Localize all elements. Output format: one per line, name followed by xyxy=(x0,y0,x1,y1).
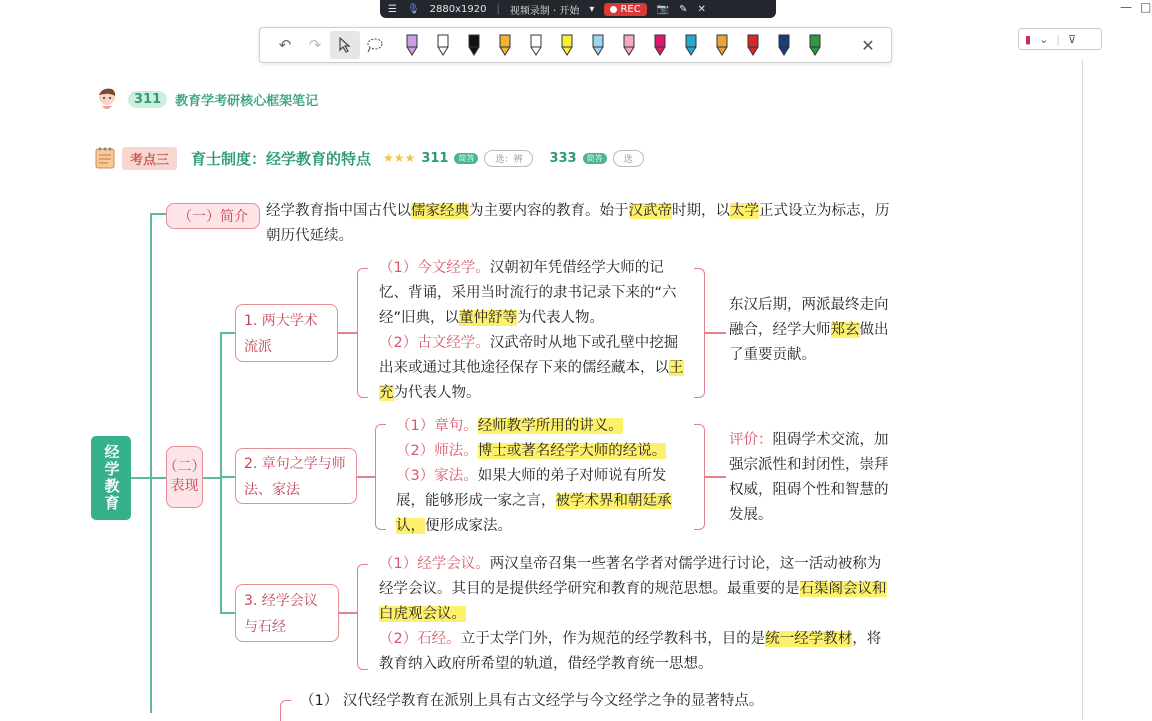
pink-highlighter-icon[interactable] xyxy=(613,31,644,59)
magenta-pen-icon[interactable] xyxy=(644,31,675,59)
text-segment: 东汉后期，两派最终走向融合，经学大师 xyxy=(729,297,889,338)
item-heading: （1）经学会议。 xyxy=(379,556,490,572)
resolution-label: 2880x1920 xyxy=(429,3,487,15)
item-heading: （2）古文经学。 xyxy=(379,335,490,351)
header xyxy=(94,86,318,112)
connector-line xyxy=(704,476,726,478)
pen-toolbar xyxy=(259,27,892,63)
connector-line xyxy=(339,612,357,614)
evaluation-text xyxy=(729,428,889,528)
window-controls xyxy=(1120,0,1151,14)
rec-button[interactable] xyxy=(604,3,646,16)
menu-icon[interactable]: ☰ xyxy=(388,3,397,15)
text-segment: 汉朝初年凭借经学大师的记忆、背诵，采用当时流行的隶书记录下来的“六经”旧典，以 xyxy=(379,260,677,326)
bracket xyxy=(375,424,386,530)
connector-line xyxy=(203,477,221,479)
notebook-icon xyxy=(94,146,116,170)
connector-line xyxy=(220,332,222,614)
text-segment: 如果大师的弟子对师说有所发展，能够形成一家之言， xyxy=(396,468,667,509)
recording-status: 视频录制 · 开始 xyxy=(509,5,580,17)
exam-code-311: 311 xyxy=(421,150,449,166)
bookmark-icon[interactable]: ▮ xyxy=(1025,32,1032,46)
topic-tag: 考点三 xyxy=(122,147,177,170)
redo-icon[interactable]: ↷ xyxy=(308,36,322,54)
branch-intro-label: （一）简介 xyxy=(178,209,248,225)
branch-intro xyxy=(166,203,260,229)
question-type-pill: 简答 xyxy=(454,153,478,164)
connector-line xyxy=(704,332,726,334)
minimize-icon[interactable]: — xyxy=(1120,0,1132,14)
highlight: 博士或著名经学大师的经说。 xyxy=(477,443,667,459)
item-heading: （3）家法。 xyxy=(396,468,478,484)
text-segment: 经学教育指中国古代以 xyxy=(266,203,411,219)
connector-line xyxy=(150,213,166,215)
sub-node-label: 1. 两大学术流派 xyxy=(244,313,318,355)
connector-line xyxy=(220,332,235,334)
recorder-bar xyxy=(380,0,776,18)
root-node: 经学教育 xyxy=(91,436,131,520)
councils-text xyxy=(379,552,891,677)
sub-node-councils xyxy=(235,584,339,642)
outline-pen-icon[interactable] xyxy=(427,31,458,59)
highlight: 王充 xyxy=(379,360,684,401)
microphone-icon[interactable]: 🎙 xyxy=(406,3,420,15)
text-segment: 时期，以 xyxy=(672,203,730,219)
connector-line xyxy=(357,476,375,478)
purple-highlighter-icon[interactable] xyxy=(396,31,427,59)
teal-pen-icon[interactable] xyxy=(675,31,706,59)
highlight: 石渠阁会议和白虎观会议。 xyxy=(379,581,887,622)
yellow-highlighter-icon[interactable] xyxy=(551,31,582,59)
toolbar-close-icon[interactable]: ✕ xyxy=(861,35,875,55)
section-title xyxy=(94,146,644,170)
text-segment: 阻碍学术交流，加强宗派性和封闭性，崇拜权威，阻碍个性和智慧的发展。 xyxy=(729,432,889,523)
sub-node-label: 2. 章句之学与师法、家法 xyxy=(244,456,346,498)
item-heading: （2）石经。 xyxy=(379,631,461,647)
branch-manifestation-label: （二）表现 xyxy=(163,459,206,494)
highlight: 董仲舒等 xyxy=(459,310,518,326)
schools-note xyxy=(729,293,889,368)
question-type-pill: 简答 xyxy=(583,153,607,164)
page-control[interactable] xyxy=(1018,28,1102,50)
chapters-text xyxy=(396,414,692,539)
text-segment: 做出了重要贡献。 xyxy=(729,322,889,363)
notes-title: 教育学考研核心框架笔记 xyxy=(175,93,319,109)
highlight: 经师教学所用的讲义。 xyxy=(477,418,623,434)
blue-highlighter-icon[interactable] xyxy=(582,31,613,59)
divider: | xyxy=(496,3,500,15)
maximize-icon[interactable]: □ xyxy=(1140,0,1152,14)
text-segment: 正式设立为标志，历朝历代延续。 xyxy=(266,203,890,244)
bottom-text: （1） 汉代经学教育在派别上具有古文经学与今文经学之争的显著特点。 xyxy=(300,693,764,709)
connector-line xyxy=(131,477,166,479)
text-segment: 两汉皇帝召集一些著名学者对儒学进行讨论，这一活动被称为经学会议。其目的是提供经学研究和教育的规范思想。最重要的是 xyxy=(379,556,882,597)
text-segment: 为代表人物。 xyxy=(393,385,481,401)
filter-icon[interactable]: ⊽ xyxy=(1068,32,1077,46)
pen-icon[interactable]: ✎ xyxy=(679,3,688,15)
item-heading: （1）今文经学。 xyxy=(379,260,490,276)
bracket xyxy=(280,700,291,721)
navy-pen-icon[interactable] xyxy=(768,31,799,59)
undo-icon[interactable]: ↶ xyxy=(278,36,292,54)
red-pin-pen-icon[interactable] xyxy=(737,31,768,59)
white-pen-icon[interactable] xyxy=(520,31,551,59)
rec-label: REC xyxy=(620,3,641,15)
connector-line xyxy=(220,476,235,478)
question-type-pill: 选 xyxy=(613,150,644,167)
intro-text xyxy=(266,199,891,249)
branch-manifestation xyxy=(163,446,206,508)
sub-node-chapters xyxy=(235,448,357,504)
text-segment: 便形成家法。 xyxy=(425,518,512,534)
evaluation-heading: 评价： xyxy=(729,432,773,448)
highlight: 儒家经典 xyxy=(411,203,469,219)
highlight: 被学术界和朝廷承认， xyxy=(396,493,672,534)
item-heading: （2）师法。 xyxy=(396,443,478,459)
brand-badge: 311 xyxy=(128,91,167,108)
star-rating: ★★★ xyxy=(383,151,416,165)
highlight: 太学 xyxy=(730,203,759,219)
close-icon[interactable]: ✕ xyxy=(697,3,706,15)
sub-node-label: 3. 经学会议与石经 xyxy=(244,593,318,635)
black-pen-icon[interactable] xyxy=(458,31,489,59)
text-segment: ，将教育纳入政府所希望的轨道，借经学教育统一思想。 xyxy=(379,631,882,672)
camera-icon[interactable]: 📷 xyxy=(656,3,670,15)
text-segment: 汉武帝时从地下或孔壁中挖掘出来或通过其他途径保存下来的儒经藏本，以 xyxy=(379,335,679,376)
yellow-pen-icon[interactable] xyxy=(489,31,520,59)
rec-dot-icon xyxy=(610,6,617,13)
connector-line xyxy=(338,332,358,334)
highlight: 郑玄 xyxy=(830,322,860,338)
exam-code-333: 333 xyxy=(549,150,577,166)
multicolor-pen-icon[interactable] xyxy=(706,31,737,59)
connector-line xyxy=(150,213,152,713)
dropdown-icon[interactable]: ▾ xyxy=(589,3,595,15)
sub-node-schools xyxy=(235,304,338,362)
text-segment: 立于太学门外，作为规范的经学教科书，目的是 xyxy=(460,631,766,647)
divider: | xyxy=(1056,32,1060,46)
question-type-pill: 选：辨 xyxy=(484,150,533,167)
highlight: 统一经学教材 xyxy=(765,631,853,647)
lasso-icon[interactable] xyxy=(360,31,390,59)
chevron-down-icon[interactable]: ⌄ xyxy=(1039,32,1049,46)
text-segment: 为代表人物。 xyxy=(517,310,605,326)
bracket xyxy=(357,564,368,670)
item-heading: （1）章句。 xyxy=(396,418,478,434)
connector-line xyxy=(220,612,235,614)
text-segment: 为主要内容的教育。始于 xyxy=(469,203,629,219)
green-pen-icon[interactable] xyxy=(799,31,830,59)
topic-title: 育士制度：经学教育的特点 xyxy=(191,149,372,168)
pointer-icon[interactable] xyxy=(330,31,360,59)
bracket xyxy=(357,268,368,398)
mascot-icon xyxy=(94,86,120,112)
page-edge xyxy=(1082,60,1083,720)
schools-text xyxy=(379,256,689,406)
highlight: 汉武帝 xyxy=(628,203,672,219)
